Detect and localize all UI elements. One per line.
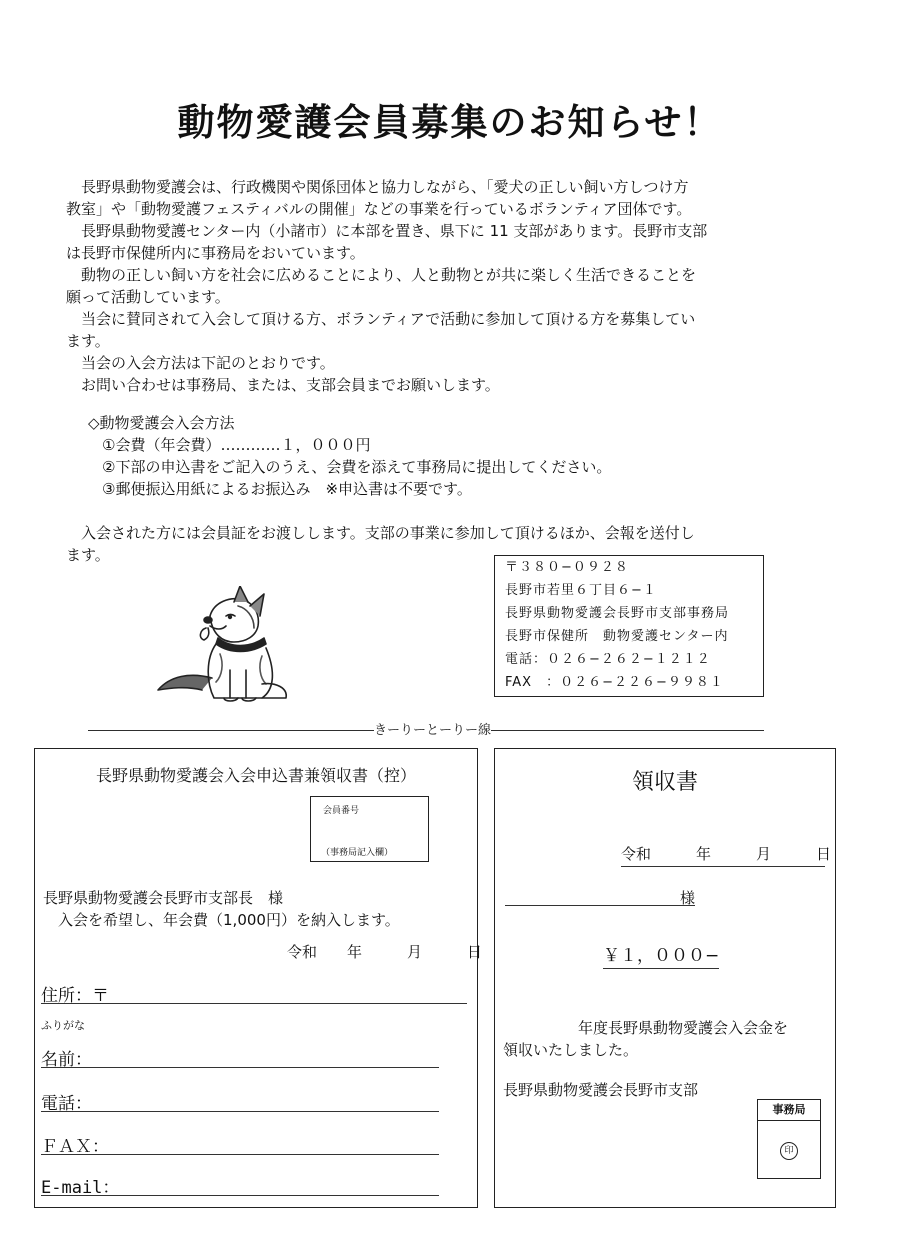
address-field[interactable] [41,981,467,1004]
membership-method [88,412,611,500]
furigana-label: ふりがな [41,1019,85,1032]
dog-illustration [150,586,310,710]
stamp-box [757,1099,821,1179]
intro-line: お問い合わせは事務局、または、支部会員までお願いします。 [66,376,500,394]
intro-line: は長野市保健所内に事務局をおいています。 [66,244,365,262]
intro-line: ます。 [66,332,110,350]
form-addressee: 長野県動物愛護会長野市支部長 様 [43,889,284,907]
member-number-label: 会員番号 [323,806,360,816]
email-field[interactable] [41,1173,439,1196]
method-item: ③郵便振込用紙によるお振込み ※申込書は不要です。 [102,480,472,498]
closing-line: ます。 [66,546,110,564]
address-office: 長野県動物愛護会長野市支部事務局 [505,606,730,621]
receipt-payer-field[interactable] [505,887,695,906]
stamp-mark: 印 [780,1142,798,1160]
address-building: 長野市保健所 動物愛護センター内 [505,629,729,644]
receipt-title: 領収書 [631,770,698,795]
intro-line: 動物の正しい飼い方を社会に広めることにより、人と動物とが共に楽しく生活できることを [66,266,697,284]
phone-field[interactable] [41,1089,439,1112]
member-number-note: （事務局記入欄） [321,848,394,858]
form-title: 長野県動物愛護会入会申込書兼領収書（控） [95,766,416,785]
closing-line: 入会された方には会員証をお渡しします。支部の事業に参加して頂けるほか、会報を送付し [66,524,695,542]
intro-line: 当会の入会方法は下記のとおりです。 [66,354,335,372]
receipt-sama: 様 [679,889,695,907]
cut-line: ――――――――――――――――――――――きーりーとーりー線――――――――――――――――――――― [87,723,764,738]
receipt-issuer: 長野県動物愛護会長野市支部 [503,1081,699,1099]
receipt-text-line: 領収いたしました。 [503,1041,639,1059]
phone-label: 電話： [41,1094,92,1114]
intro-line: 長野県動物愛護センター内（小諸市）に本部を置き、県下に 11 支部があります。長野市支部 [66,222,708,240]
method-item: ①会費（年会費）…………１，０００円 [102,436,371,454]
fax-label: ＦＡＸ： [41,1137,109,1157]
receipt [494,748,836,1208]
address-street: 長野市若里６丁目６−１ [505,583,657,598]
receipt-text [503,1017,788,1061]
address-phone: 電話：０２６−２６２−１２１２ [505,652,711,667]
email-label: E-mail： [41,1178,120,1198]
application-form [34,748,483,1208]
name-label: 名前： [41,1050,92,1070]
intro-line: 当会に賛同されて入会して頂ける方、ボランティアで活動に参加して頂ける方を募集してい [66,310,696,328]
page-title: 動物愛護会員募集のお知らせ！ [177,101,723,144]
intro-line: 教室」や「動物愛護フェスティバルの開催」などの事業を行っているボランティア団体です。 [66,200,692,218]
method-item: ②下部の申込書をご記入のうえ、会費を添えて事務局に提出してください。 [102,458,612,476]
contact-address-box [494,555,764,697]
method-heading: ◇動物愛護会入会方法 [88,414,235,432]
name-field[interactable] [41,1045,439,1068]
address-postal-code: 〒３８０−０９２８ [505,560,629,575]
member-number-box[interactable] [310,796,429,862]
receipt-date: 令和 年 月 日 [621,843,825,867]
intro-text [66,176,826,396]
intro-line: 長野県動物愛護会は、行政機関や関係団体と協力しながら、「愛犬の正しい飼い方しつけ方 [66,178,689,196]
address-label: 住所：〒 [41,986,109,1006]
stamp-label: 事務局 [758,1100,820,1121]
receipt-amount: ￥１，０００− [603,941,719,969]
address-fax: FAX ：０２６−２２６−９９８１ [505,675,724,690]
form-date: 令和 年 月 日 [287,943,483,961]
fax-field[interactable] [41,1132,439,1155]
intro-line: 願って活動しています。 [66,288,230,306]
form-statement: 入会を希望し、年会費（1,000円）を納入します。 [43,911,400,929]
receipt-text-line: 年度長野県動物愛護会入会金を [503,1019,789,1037]
